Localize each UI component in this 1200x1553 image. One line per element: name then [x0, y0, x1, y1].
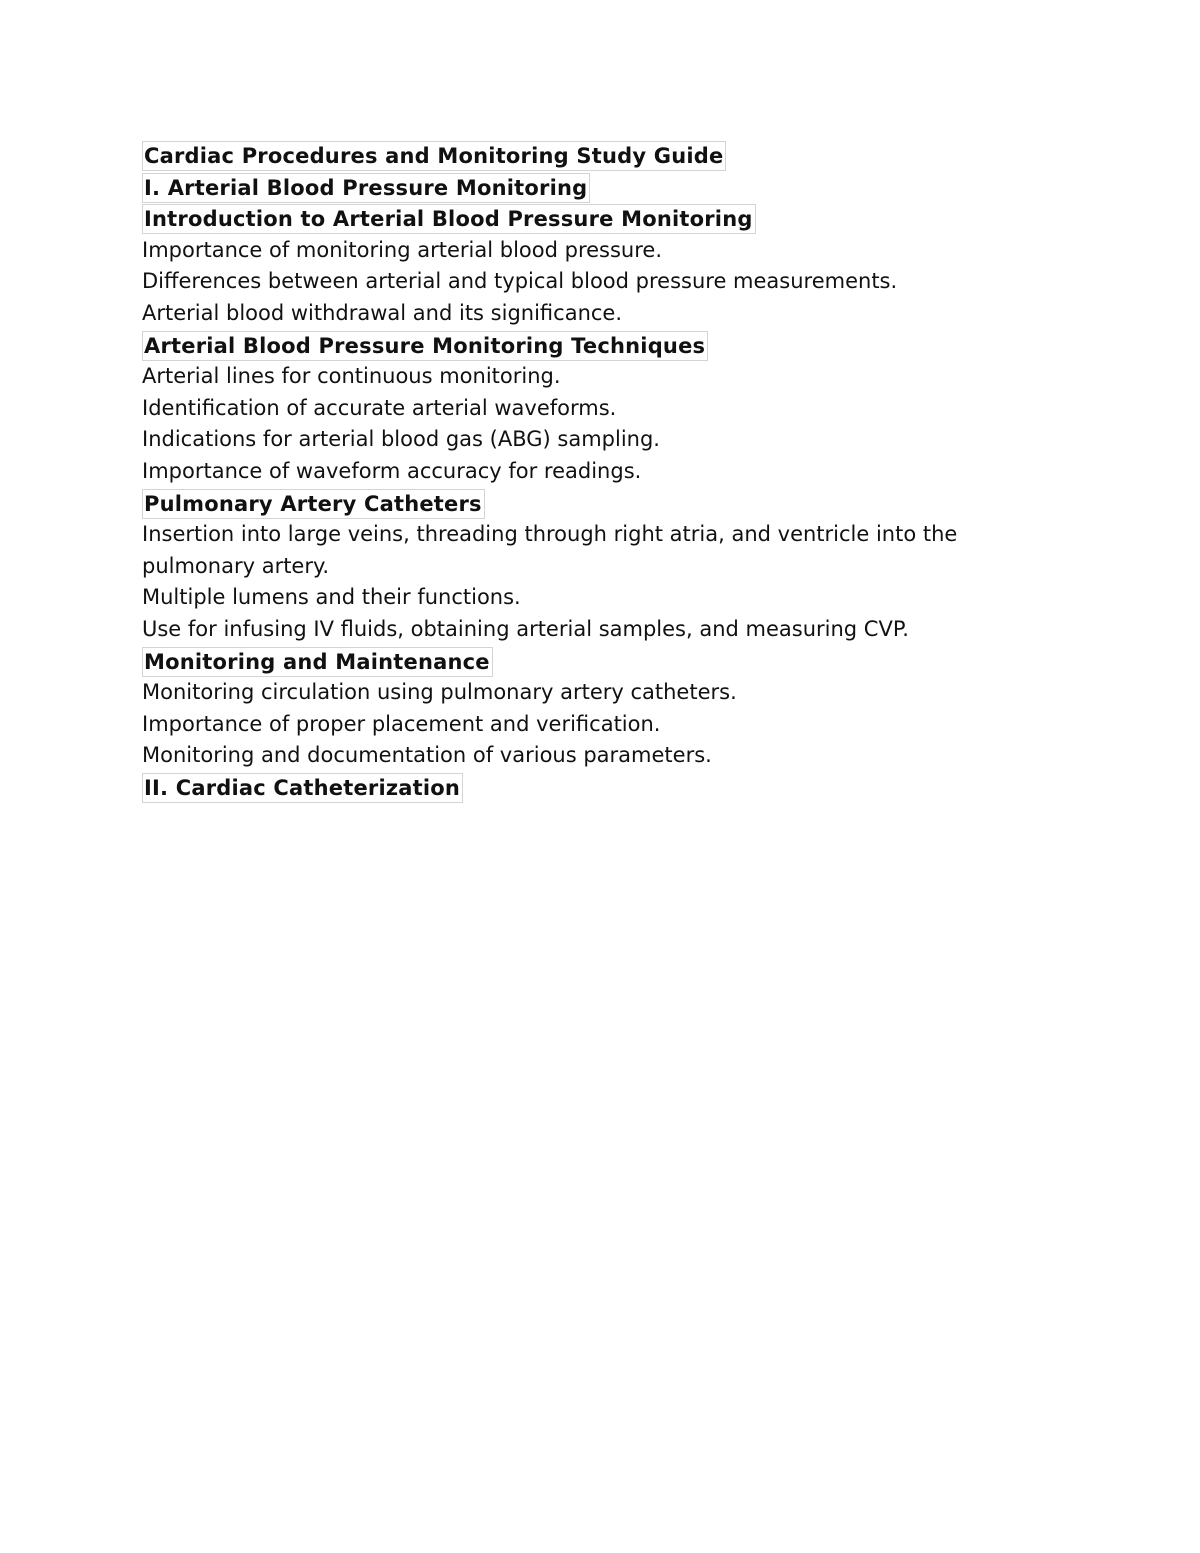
subsection-catheters-heading: Pulmonary Artery Catheters — [142, 489, 485, 519]
subsection-techniques-heading: Arterial Blood Pressure Monitoring Techniques — [142, 331, 708, 361]
list-item: Importance of proper placement and verification. — [142, 711, 661, 736]
section-2-heading: II. Cardiac Catheterization — [142, 773, 463, 803]
document-page — [142, 140, 1072, 803]
section-1-heading-row — [142, 172, 1072, 204]
list-item: Use for infusing IV fluids, obtaining arterial samples, and measuring CVP. — [142, 616, 909, 641]
subsection-catheters-heading-row — [142, 488, 1072, 520]
section-1-heading: I. Arterial Blood Pressure Monitoring — [142, 173, 590, 203]
subsection-maintenance-heading-row — [142, 646, 1072, 678]
list-item: Differences between arterial and typical blood pressure measurements. — [142, 269, 898, 294]
list-item: Multiple lumens and their functions. — [142, 585, 521, 610]
document-title-row — [142, 140, 1072, 172]
subsection-intro-heading: Introduction to Arterial Blood Pressure Monitoring — [142, 204, 756, 234]
subsection-maintenance-heading: Monitoring and Maintenance — [142, 647, 493, 677]
list-item: Insertion into large veins, threading through right atria, and ventricle into the pulmonary artery. — [142, 522, 958, 578]
list-item: Identification of accurate arterial waveforms. — [142, 395, 617, 420]
list-item: Importance of monitoring arterial blood pressure. — [142, 237, 662, 262]
list-item: Arterial lines for continuous monitoring. — [142, 364, 561, 389]
list-item: Indications for arterial blood gas (ABG) sampling. — [142, 427, 660, 452]
subsection-techniques-heading-row — [142, 330, 1072, 362]
list-item: Arterial blood withdrawal and its significance. — [142, 300, 623, 325]
list-item: Importance of waveform accuracy for readings. — [142, 458, 642, 483]
list-item: Monitoring and documentation of various parameters. — [142, 743, 712, 768]
section-2-heading-row — [142, 772, 1072, 804]
document-title: Cardiac Procedures and Monitoring Study Guide — [142, 141, 726, 171]
list-item: Monitoring circulation using pulmonary artery catheters. — [142, 680, 737, 705]
subsection-intro-heading-row — [142, 203, 1072, 235]
